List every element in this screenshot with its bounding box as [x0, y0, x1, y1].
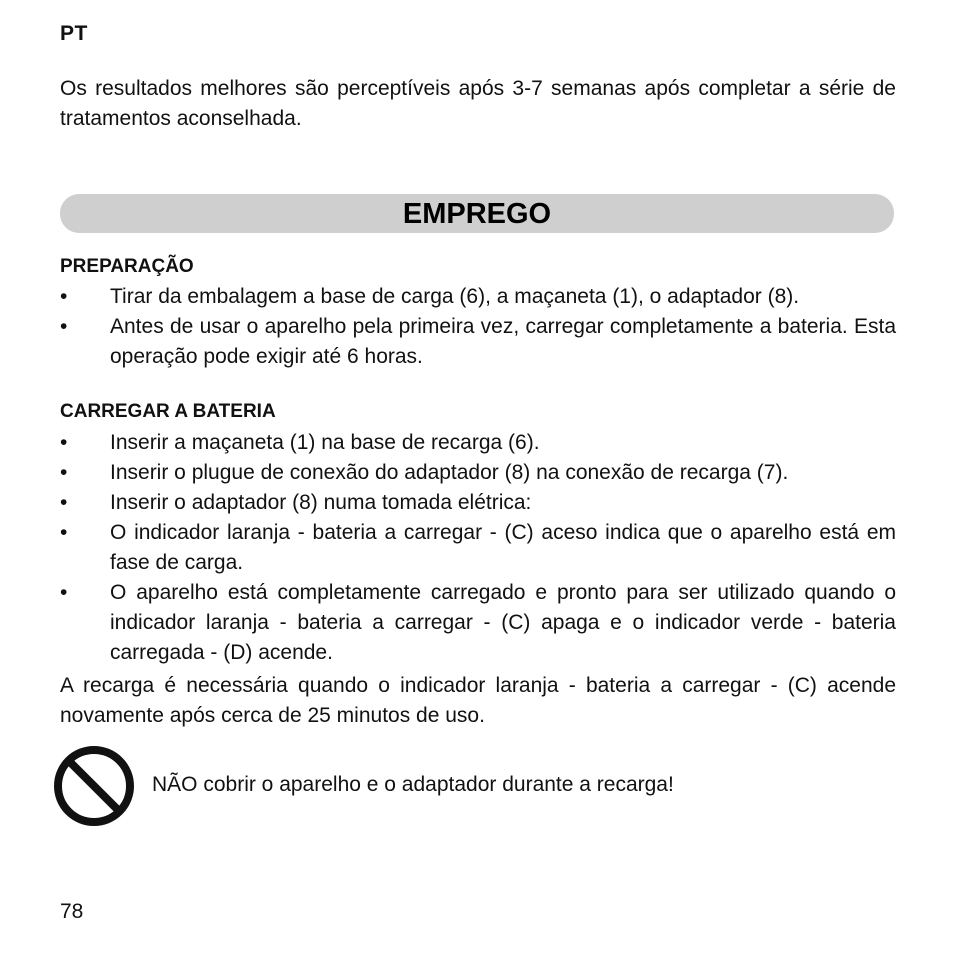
list-item — [60, 458, 896, 488]
section-banner — [60, 194, 894, 233]
list-item-text: Inserir o adaptador (8) numa tomada elétrica: — [110, 491, 532, 514]
charging-list — [60, 428, 896, 668]
preparation-heading: PREPARAÇÃO — [60, 256, 194, 277]
list-item — [60, 488, 896, 518]
bullet: • — [60, 315, 68, 338]
bullet: • — [60, 581, 68, 604]
intro-paragraph: Os resultados melhores são perceptíveis após 3-7 semanas após completar a série de tratamentos aconselhada. — [60, 77, 896, 130]
prohibition-icon — [52, 744, 136, 828]
section-title: EMPREGO — [402, 198, 552, 230]
list-item-text: Inserir o plugue de conexão do adaptador (8) na conexão de recarga (7). — [110, 461, 789, 484]
charging-heading: CARREGAR A BATERIA — [60, 401, 276, 422]
list-item — [60, 518, 896, 578]
bullet: • — [60, 431, 68, 454]
warning-text: NÃO cobrir o aparelho e o adaptador durante a recarga! — [152, 773, 674, 796]
list-item-text: Inserir a maçaneta (1) na base de recarga (6). — [110, 431, 540, 454]
bullet: • — [60, 521, 68, 544]
list-item-text: O indicador laranja - bateria a carregar - (C) aceso indica que o aparelho está em fase de carga. — [110, 521, 896, 574]
bullet: • — [60, 285, 68, 308]
list-item — [60, 312, 896, 372]
recharge-note: A recarga é necessária quando o indicador laranja - bateria a carregar - (C) acende novamente após cerca de 25 minutos de uso. — [60, 674, 896, 727]
list-item — [60, 578, 896, 668]
list-item-text: O aparelho está completamente carregado e pronto para ser utilizado quando o indicador laranja - bateria a carregar - (C) apaga e o indicador verde - bateria carregada - (D) acende. — [110, 581, 896, 664]
page-number: 78 — [60, 900, 84, 923]
list-item — [60, 428, 896, 458]
bullet: • — [60, 491, 68, 514]
language-code: PT — [60, 22, 88, 45]
list-item — [60, 282, 896, 312]
bullet: • — [60, 461, 68, 484]
preparation-list — [60, 282, 896, 372]
list-item-text: Antes de usar o aparelho pela primeira vez, carregar completamente a bateria. Esta operação pode exigir até 6 horas. — [110, 315, 896, 368]
list-item-text: Tirar da embalagem a base de carga (6), a maçaneta (1), o adaptador (8). — [110, 285, 800, 308]
